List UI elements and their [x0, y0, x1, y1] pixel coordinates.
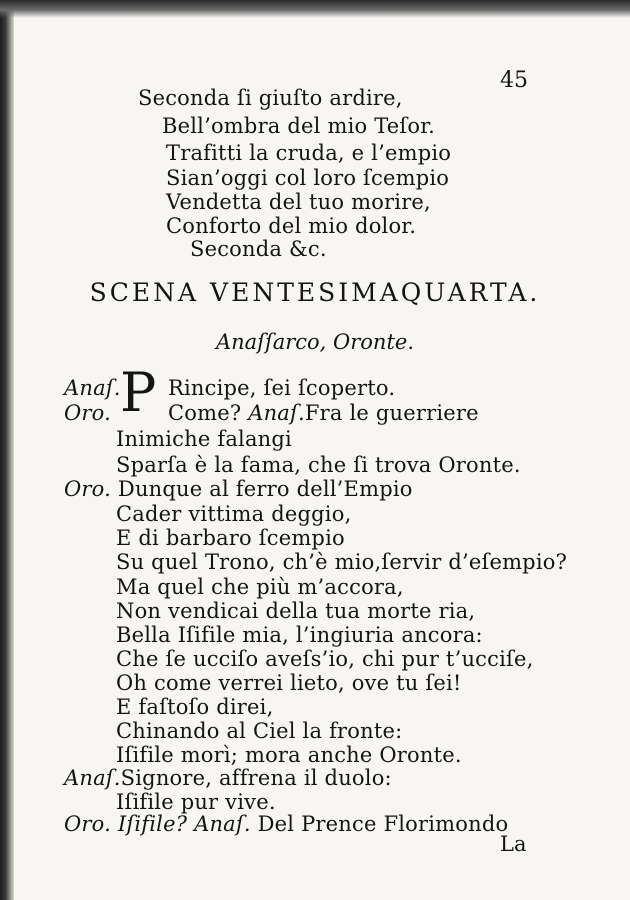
aria-line: Sian’oggi col loro ſcempio: [166, 166, 450, 190]
aria-line: Vendetta del tuo morire,: [166, 190, 431, 214]
dialogue-text: Come?: [168, 401, 242, 425]
dialogue-text: Fra le guerriere: [304, 401, 479, 425]
aria-line: Conforto del mio dolor.: [166, 214, 417, 238]
dialogue-line: [64, 376, 121, 400]
speaker-label: Oro.: [64, 401, 112, 425]
speaker-label: Anaſ.: [64, 766, 121, 790]
dialogue-text: Che ſe ucciſo aveſs’io, chi pur t’ucciſe,: [116, 647, 534, 671]
dialogue-text: Dunque al ferro dell’Empio: [117, 477, 413, 501]
scene-heading: SCENA VENTESIMAQUARTA.: [89, 278, 541, 307]
dialogue-line: [64, 766, 392, 790]
dialogue-text: Inimiche falangi: [116, 427, 292, 451]
dialogue-line: [64, 477, 413, 501]
page-number: 45: [500, 68, 528, 93]
speaker-label: Anaſ.: [248, 401, 305, 425]
dialogue-text: Rincipe, ſei ſcoperto.: [168, 376, 396, 400]
dialogue-text: Iſifile morì; mora anche Oronte.: [116, 743, 462, 767]
catchword: La: [500, 832, 527, 856]
top-edge-shadow: [0, 0, 630, 18]
dialogue-text: Sparſa è la fama, che ſi trova Oronte.: [116, 453, 521, 477]
aria-line: Trafitti la cruda, e l’empio: [166, 141, 452, 165]
dialogue-text: Non vendicai della tua morte ria,: [116, 599, 476, 623]
dialogue-line: [64, 401, 111, 425]
dialogue-text: Bella Iſifile mia, l’ingiuria ancora:: [116, 623, 483, 647]
dialogue-text: Oh come verrei lieto, ove tu ſei!: [116, 671, 462, 695]
dialogue-text: E di barbaro ſcempio: [116, 526, 345, 550]
dialogue-text: Su quel Trono, ch’è mio,ſervir d’eſempio?: [116, 550, 568, 574]
dialogue-text: Iſifile pur vive.: [116, 790, 276, 814]
speaker-label: Oro.: [64, 812, 112, 836]
dialogue-text: Iſifile?: [117, 812, 188, 836]
speaker-label: Anaſ.: [64, 376, 121, 400]
dialogue-text: Cader vittima deggio,: [116, 502, 352, 526]
dialogue-text: Signore, affrena il duolo:: [120, 766, 392, 790]
dialogue-text: Ma quel che più m’accora,: [116, 575, 404, 599]
dialogue-text: Del Prence Florimondo: [257, 812, 509, 836]
dialogue-line: [168, 401, 479, 425]
drop-cap: P: [120, 361, 157, 424]
dialogue-line: [64, 812, 508, 836]
dialogue-text: Chinando al Ciel la fronte:: [116, 719, 403, 743]
dialogue-text: E faſtoſo direi,: [116, 695, 274, 719]
scene-characters: Anaſſarco, Oronte.: [215, 330, 415, 354]
aria-line: Seconda ſi giuſto ardire,: [138, 86, 403, 110]
speaker-label: Anaſ.: [194, 812, 251, 836]
speaker-label: Oro.: [64, 477, 112, 501]
aria-line: Seconda &c.: [190, 237, 327, 261]
book-spine-shadow: [0, 0, 14, 900]
aria-line: Bell’ombra del mio Teſor.: [162, 114, 436, 138]
